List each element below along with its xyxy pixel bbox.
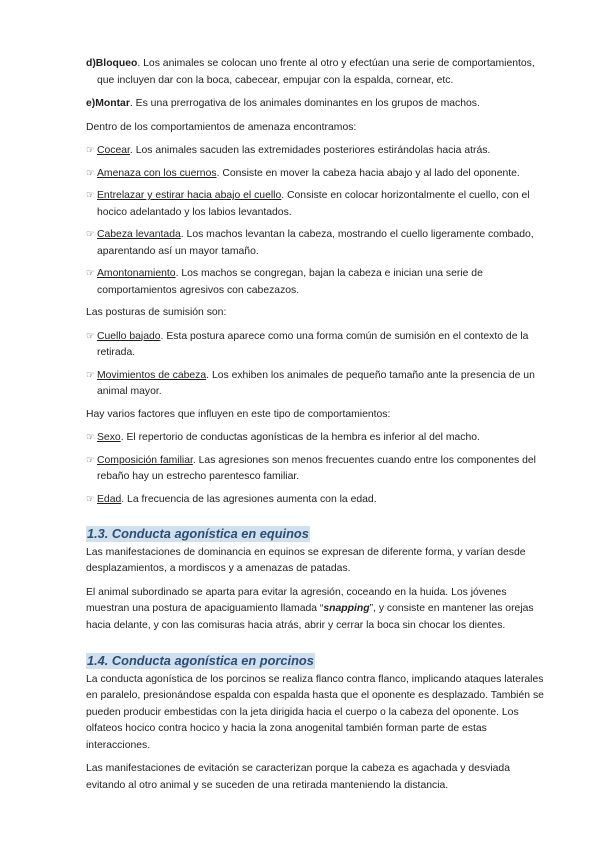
item-text: . Es una prerrogativa de los animales dominantes en los grupos de machos. <box>129 98 480 109</box>
equinos-paragraph-1: Las manifestaciones de dominancia en equinos se expresan de diferente forma, y varían desde desplazamientos, a mordiscos y a amenazas de patadas. <box>86 546 526 574</box>
factor-item <box>86 453 546 486</box>
term: Cuello bajado <box>97 330 161 342</box>
pointing-hand-icon: ☞ <box>86 454 95 466</box>
term: Movimientos de cabeza <box>97 369 207 381</box>
term: Cabeza levantada <box>97 229 181 240</box>
threat-item <box>86 143 546 160</box>
intro-submission: Las posturas de sumisión son: <box>86 307 227 318</box>
item-montar <box>86 96 546 113</box>
threat-item <box>86 188 546 221</box>
desc: . Los machos se congregan, bajan la cabeza e inician una serie de comportamientos agresivos con cabezazos. <box>97 268 483 296</box>
porcinos-paragraph-2: Las manifestaciones de evitación se caracterizan porque la cabeza es agachada y desviada evitando al otro animal y se suceden de una retirada manteniendo la distancia. <box>86 763 510 791</box>
pointing-hand-icon: ☞ <box>86 330 95 342</box>
term: Edad <box>97 493 122 505</box>
factor-item <box>86 430 546 447</box>
desc: . Los exhiben los animales de pequeño tamaño ante la presencia de un animal mayor. <box>97 369 535 397</box>
factor-item <box>86 492 546 509</box>
item-label: e)Montar <box>86 98 130 109</box>
equinos-paragraph-2 <box>86 585 546 635</box>
desc: . Consiste en mover la cabeza hacia abajo y al lado del oponente. <box>216 167 520 179</box>
desc: . Los animales sacuden las extremidades posteriores estirándolas hacia atrás. <box>129 145 491 156</box>
pointing-hand-icon: ☞ <box>86 145 95 156</box>
term: Sexo <box>97 432 121 443</box>
pointing-hand-icon: ☞ <box>86 493 95 505</box>
pointing-hand-icon: ☞ <box>86 190 95 201</box>
desc: . Los machos levantan la cabeza, mostrando el cuello ligeramente combado, aparentando así un mayor tamaño. <box>97 229 534 257</box>
term: Amenaza con los cuernos <box>97 167 217 179</box>
pointing-hand-icon: ☞ <box>86 268 95 279</box>
snapping-term: snapping <box>323 603 370 614</box>
heading-text: 1.4. Conducta agonística en porcinos <box>87 653 314 668</box>
desc: . La frecuencia de las agresiones aumenta con la edad. <box>121 493 377 505</box>
term: Cocear <box>97 145 130 156</box>
desc: . Consiste en colocar horizontalmente el cuello, con el hocico adelantado y los labios levantados. <box>97 190 530 218</box>
threat-item <box>86 166 546 183</box>
item-bloqueo <box>86 56 546 89</box>
intro-factors: Hay varios factores que influyen en este tipo de comportamientos: <box>86 408 391 420</box>
pointing-hand-icon: ☞ <box>86 369 95 381</box>
item-label: d)Bloqueo <box>86 58 138 69</box>
desc: . Las agresiones son menos frecuentes cuando entre los componentes del rebaño hay un estrecho parentesco familiar. <box>97 454 536 482</box>
submission-item <box>86 329 546 362</box>
section-heading-porcinos <box>86 641 546 672</box>
porcinos-paragraph-1: La conducta agonística de los porcinos se realiza flanco contra flanco, implicando ataques laterales en paralelo, presionándose espalda con espalda hasta que el oponente es desplazado. También se pueden producir embestidas con la jeta dirigida hacia el cuerpo o la cabeza del oponente. Los olfateos hocico contra hocico y hacia la zona anogenital también forman parte de estas interacciones. <box>86 673 544 751</box>
text-part: El animal subordinado se aparta para evitar la agresión, coceando en la huida. Los jóvenes muestran una postura de apaciguamiento llamada “ <box>86 586 507 614</box>
item-text: . Los animales se colocan uno frente al otro y efectúan una serie de comportamientos, que incluyen dar con la boca, cabecear, empujar con la espalda, cornear, etc. <box>97 58 535 86</box>
term: Entrelazar y estirar hacia abajo el cuello <box>97 190 282 201</box>
threat-item <box>86 227 546 260</box>
section-heading-equinos <box>86 514 546 545</box>
document-body <box>86 56 546 801</box>
threat-item <box>86 266 546 299</box>
desc: . Esta postura aparece como una forma común de sumisión en el contexto de la retirada. <box>97 330 529 358</box>
intro-threat: Dentro de los comportamientos de amenaza encontramos: <box>86 121 357 133</box>
desc: . El repertorio de conductas agonísticas de la hembra es inferior al del macho. <box>120 432 480 443</box>
text-part: ”, y consiste en mantener las orejas hacia delante, y con las comisuras hacia atrás, abrir y cerrar la boca sin chocar los dientes. <box>86 603 534 631</box>
term: Composición familiar <box>97 454 193 466</box>
heading-text: 1.3. Conducta agonística en equinos <box>87 526 309 541</box>
pointing-hand-icon: ☞ <box>86 229 95 240</box>
term: Amontonamiento <box>97 268 176 279</box>
submission-item <box>86 368 546 401</box>
pointing-hand-icon: ☞ <box>86 167 95 179</box>
pointing-hand-icon: ☞ <box>86 432 95 443</box>
